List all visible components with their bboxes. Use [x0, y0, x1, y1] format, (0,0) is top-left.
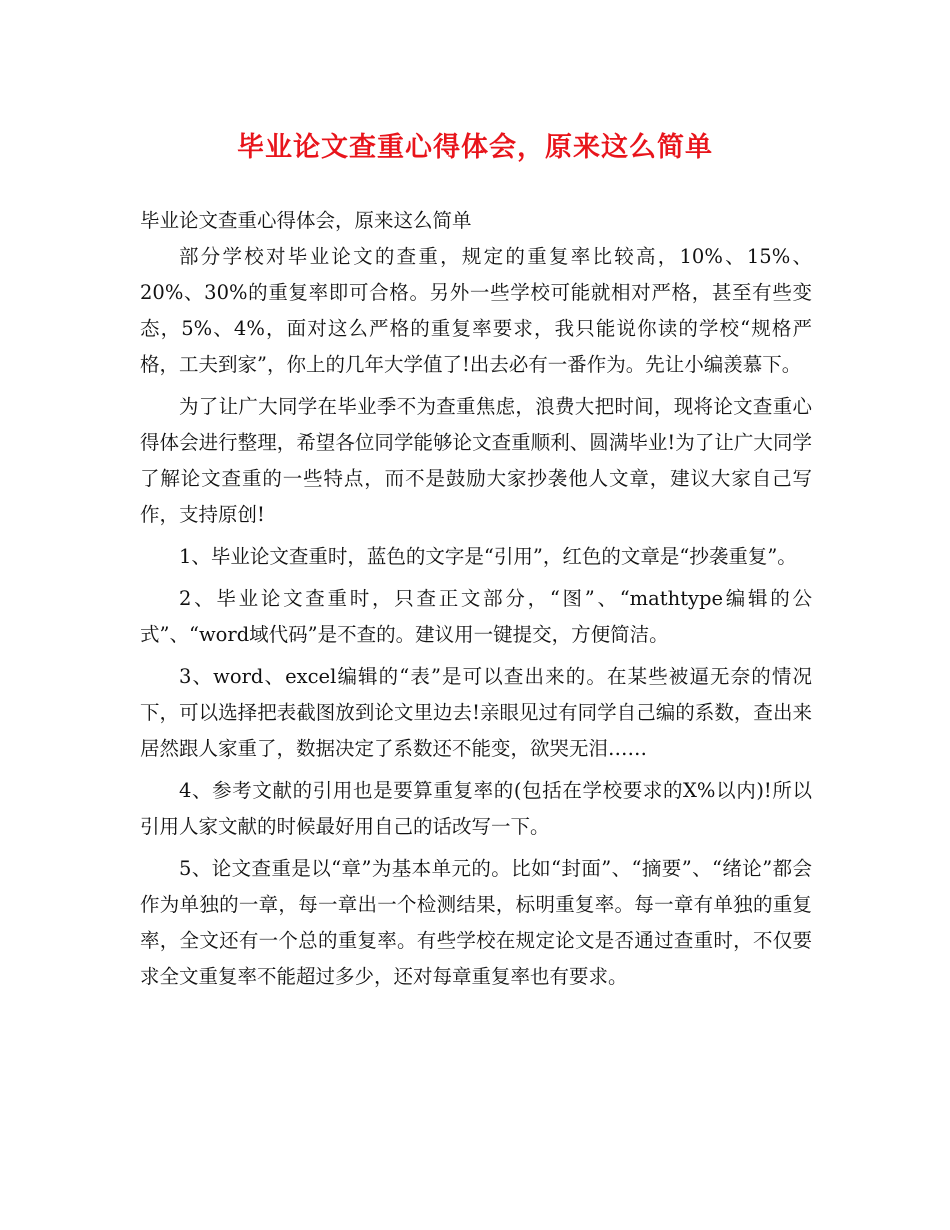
paragraph-point-1: 1、毕业论文查重时，蓝色的文字是“引用”，红色的文章是“抄袭重复”。 [179, 545, 797, 568]
document-title: 毕业论文查重心得体会，原来这么简单 [237, 132, 713, 163]
paragraph-point-3: 3、word、excel编辑的“表”是可以查出来的。在某些被逼无奈的情况下，可以选择把表截图放到论文里边去!亲眼见过有同学自己编的系数，查出来居然跟人家重了，数据决定了系数还不能变，欲哭无泪…… [140, 665, 812, 760]
paragraph-point-4: 4、参考文献的引用也是要算重复率的(包括在学校要求的X%以内)!所以引用人家文献的时候最好用自己的话改写一下。 [140, 779, 812, 838]
paragraph-point-5: 5、论文查重是以“章”为基本单元的。比如“封面”、“摘要”、“绪论”都会作为单独的一章，每一章出一个检测结果，标明重复率。每一章有单独的重复率，全文还有一个总的重复率。有些学校在规定论文是否通过查重时，不仅要求全文重复率不能超过多少，还对每章重复率也有要求。 [140, 857, 812, 988]
document-body [140, 203, 812, 1001]
paragraph-purpose: 为了让广大同学在毕业季不为查重焦虑，浪费大把时间，现将论文查重心得体会进行整理，希望各位同学能够论文查重顺利、圆满毕业!为了让广大同学了解论文查重的一些特点，而不是鼓励大家抄袭他人文章，建议大家自己写作，支持原创! [140, 395, 812, 526]
paragraph-point-2: 2、毕业论文查重时，只查正文部分，“图”、“mathtype编辑的公式”、“word域代码”是不查的。建议用一键提交，方便简洁。 [140, 587, 812, 646]
paragraph-subtitle: 毕业论文查重心得体会，原来这么简单 [140, 209, 472, 232]
paragraph-intro: 部分学校对毕业论文的查重，规定的重复率比较高，10%、15%、20%、30%的重复率即可合格。另外一些学校可能就相对严格，甚至有些变态，5%、4%，面对这么严格的重复率要求，我只能说你读的学校“规格严格，工夫到家”，你上的几年大学值了!出去必有一番作为。先让小编羡慕下。 [140, 245, 812, 376]
